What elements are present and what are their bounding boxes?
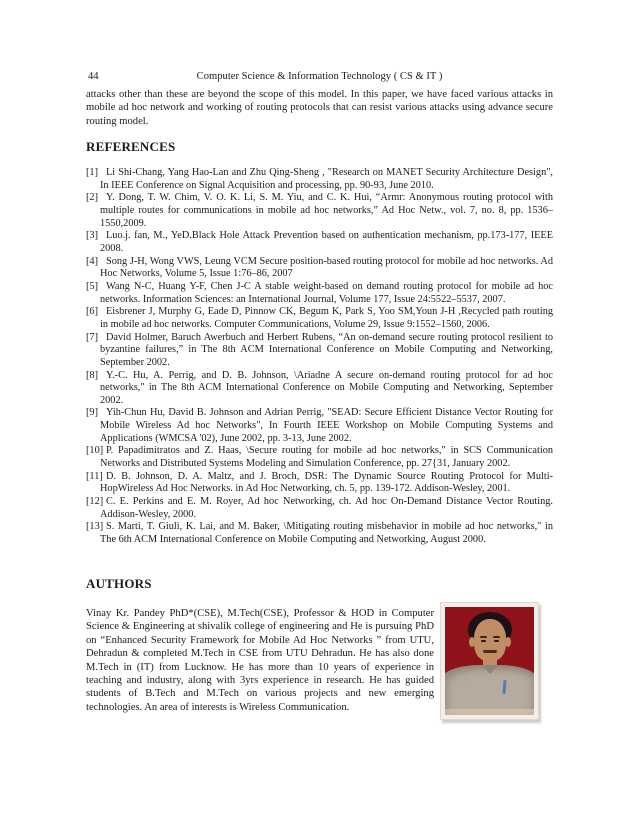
reference-number: [10] xyxy=(86,445,104,457)
reference-item xyxy=(86,445,553,470)
page-content xyxy=(86,71,553,713)
reference-item xyxy=(86,471,553,496)
running-header xyxy=(86,71,553,85)
photo-bottom-strip xyxy=(445,709,534,715)
reference-text: Y.-C. Hu, A. Perrig, and D. B. Johnson, \Ariadne A secure on-demand routing protocol for ad hoc networks," in The 8th ACM International Conference on Mobile Computing and Networking, September 2002. xyxy=(100,369,553,406)
reference-text: Eisbrener J, Murphy G, Eade D, Pinnow CK, Begum K, Park S, Yoo SM,Youn J-H ,Recycled path routing in mobile ad hoc networks. Computer Communications, Volume 29, Issue 9:1552–1560, 2006. xyxy=(100,306,553,330)
reference-text: Song J-H, Wong VWS, Leung VCM Secure position-based routing protocol for mobile ad hoc networks. Ad Hoc Networks, Volume 5, Issue 1:76–86, 2007 xyxy=(100,255,553,280)
reference-item xyxy=(86,230,553,255)
reference-text: David Holmer, Baruch Awerbuch and Herbert Rubens, “An on-demand secure routing protocol resilient to byzantine failures,” in The 8th ACM International Conference on Mobile Computing and Networking, September 2002. xyxy=(100,331,553,368)
reference-item xyxy=(86,192,553,230)
reference-item xyxy=(86,306,553,331)
photo-eye-right xyxy=(494,640,499,642)
running-title: Computer Science & Information Technology ( CS & IT ) xyxy=(196,71,443,82)
author-bio: Vinay Kr. Pandey PhD*(CSE), M.Tech(CSE), Professor & HOD in Computer Science & Engineering at shivalik college of engineering and He is pursuing PhD on “Enhanced Security Framework for Mobile Ad Hoc Networks ” from UTU, Dehradun & completed M.Tech in CSE from UTU Dehradun. He has also done M.Tech in (IT) from Lucknow. He has more than 10 years of experience in teaching and industry, along with 3yrs experience in research. He has guided students of B.Tech and M.Tech on various projects and new emerging technologies. An area of interests is Wireless Communication. xyxy=(86,608,434,713)
reference-item xyxy=(86,281,553,306)
reference-number: [7] xyxy=(86,331,99,343)
photo-face xyxy=(474,619,506,661)
reference-number: [4] xyxy=(86,255,99,267)
reference-text: Yih-Chun Hu, David B. Johnson and Adrian Perrig, "SEAD: Secure Efficient Distance Vector Routing for Mobile Wireless Ad hoc Networks", In Fourth IEEE Workshop on Mobile Computing Systems and Applications (WMCSA '02), June 2002, pp. 3-13, June 2002. xyxy=(100,407,553,444)
reference-item xyxy=(86,521,553,546)
authors-heading: AUTHORS xyxy=(86,576,152,591)
reference-number: [12] xyxy=(86,496,104,508)
intro-paragraph: attacks other than these are beyond the scope of this model. In this paper, we have faced various attacks in mobile ad hoc network and working of routing protocols that can resist various attacks using advance secure routing model. xyxy=(86,89,553,127)
reference-text: Li Shi-Chang, Yang Hao-Lan and Zhu Qing-Sheng , "Research on MANET Security Architecture Design", In IEEE Conference on Signal Acquisition and processing, pp. 90-93, June 2010. xyxy=(100,167,553,191)
reference-number: [3] xyxy=(86,230,99,242)
reference-text: S. Marti, T. Giuli, K. Lai, and M. Baker, \Mitigating routing misbehavior in mobile ad hoc networks," in The 6th ACM International Conference on Mobile Computing and Networking, August 2000. xyxy=(100,521,553,546)
reference-item xyxy=(86,256,553,281)
author-photo xyxy=(440,602,539,720)
reference-item xyxy=(86,407,553,445)
photo-eye-left xyxy=(481,640,486,642)
photo-mustache xyxy=(483,650,497,653)
reference-number: [6] xyxy=(86,306,99,318)
reference-text: P. Papadimitratos and Z. Haas, \Secure routing for mobile ad hoc networks," in SCS Communication Networks and Distributed Systems Modeling and Simulation Conference, pp. 27{31, January 2002. xyxy=(100,445,553,470)
reference-item xyxy=(86,167,553,192)
page-number: 44 xyxy=(88,71,99,82)
reference-text: Wang N-C, Huang Y-F, Chen J-C A stable weight-based on demand routing protocol for mobile ad hoc networks. Information Sciences: an International Journal, Volume 177, Issue 24:5522–5537, 2007. xyxy=(100,280,553,305)
reference-item xyxy=(86,496,553,521)
photo-eyebrow-right xyxy=(493,636,500,638)
reference-number: [13] xyxy=(86,521,104,533)
photo-collar xyxy=(482,665,498,674)
reference-text: D. B. Johnson, D. A. Maltz, and J. Broch, DSR: The Dynamic Source Routing Protocol for Multi-HopWireless Ad Hoc Networks. in Ad Hoc Networking, ch. 5, pp. 139-172. Addison-Wesley, 2001. xyxy=(100,470,553,495)
reference-text: C. E. Perkins and E. M. Royer, Ad hoc Networking, ch. Ad hoc On-Demand Distance Vector Routing. Addison-Wesley, 2000. xyxy=(100,496,553,520)
reference-number: [1] xyxy=(86,167,99,178)
author-section xyxy=(86,607,553,714)
references-list xyxy=(86,167,553,547)
reference-item xyxy=(86,370,553,408)
photo-background xyxy=(445,607,534,715)
reference-number: [2] xyxy=(86,192,99,204)
reference-text: Y. Dong, T. W. Chim, V. O. K. Li, S. M. Yiu, and C. K. Hui, “Armr: Anonymous routing protocol with multiple routes for communications in mobile ad hoc networks,” Ad Hoc Netw., vol. 7, no. 8, pp. 1536–1550,2009. xyxy=(100,192,553,229)
reference-number: [8] xyxy=(86,369,99,381)
reference-number: [9] xyxy=(86,407,99,419)
reference-text: Luo.j. fan, M., YeD.Black Hole Attack Prevention based on authentication mechanism, pp.173-177, IEEE 2008. xyxy=(100,230,553,254)
references-heading: REFERENCES xyxy=(86,139,176,154)
photo-eyebrow-left xyxy=(480,636,487,638)
reference-number: [5] xyxy=(86,280,99,292)
reference-number: [11] xyxy=(86,470,103,482)
reference-item xyxy=(86,332,553,370)
